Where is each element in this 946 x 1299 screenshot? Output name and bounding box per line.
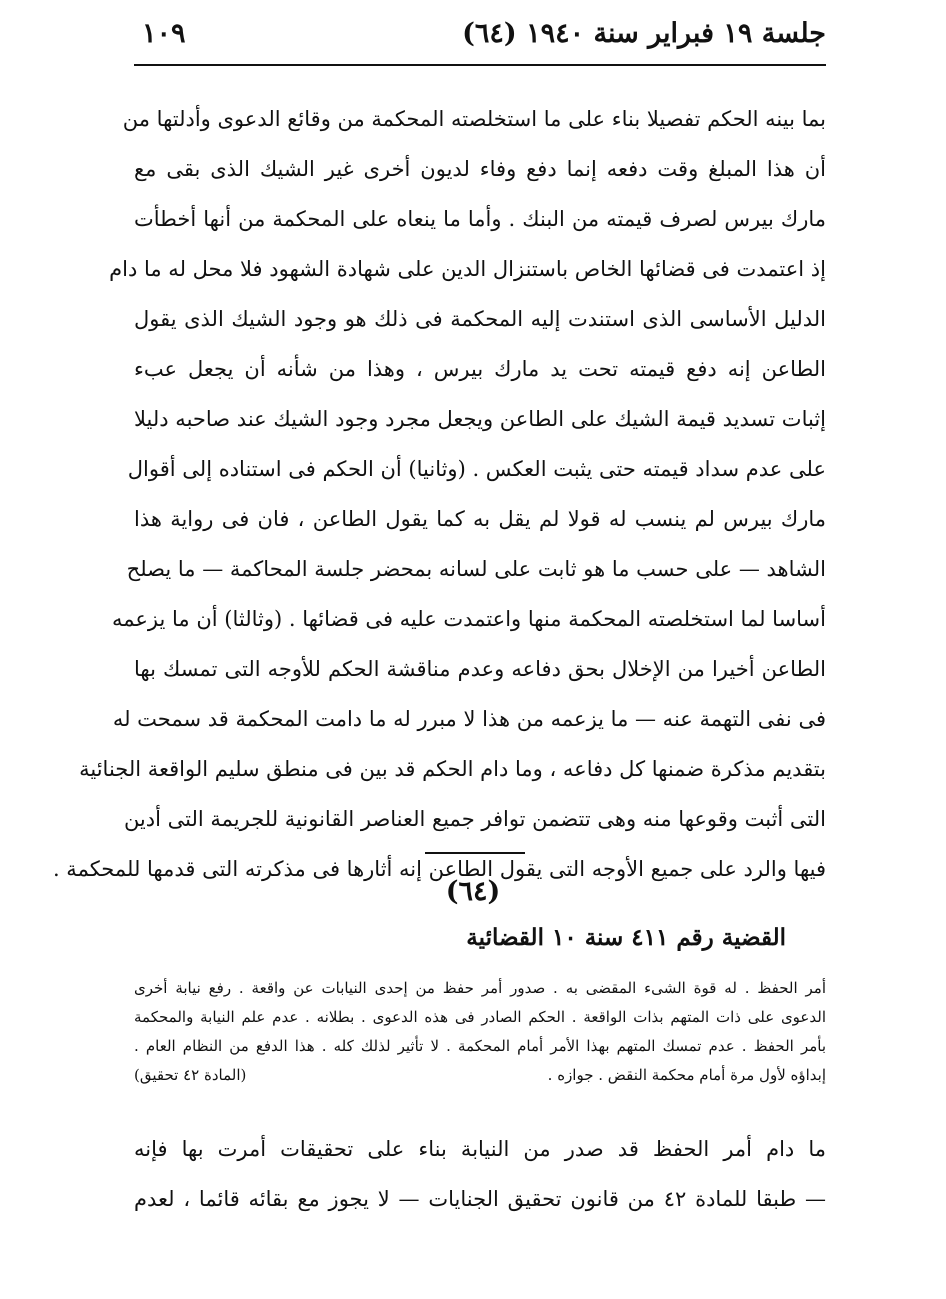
body-line: إذ اعتمدت فى قضائها الخاص باستنزال الدين على شهادة الشهود فلا محل له ما دام (109, 257, 826, 281)
body-line: الطاعن إنه دفع قيمته تحت يد مارك بيرس ، وهذا من شأنه أن يجعل عبء (134, 357, 826, 381)
legal-summary (134, 974, 826, 1090)
body-line: الدليل الأساسى الذى استندت إليه المحكمة فى ذلك هو وجود الشيك الذى يقول (134, 307, 826, 331)
body-line: مارك بيرس لصرف قيمته من البنك . وأما ما ينعاه على المحكمة من أنها أخطأت (134, 207, 826, 231)
body-line: الشاهد — على حسب ما هو ثابت على لسانه بمحضر جلسة المحاكمة — ما يصلح (126, 557, 826, 581)
body-line: على عدم سداد قيمته حتى يثبت العكس . (وثانيا) أن الحكم فى استناده إلى أقوال (127, 457, 826, 481)
body-line: أن هذا المبلغ وقت دفعه إنما دفع وفاء لديون أخرى غير الشيك الذى بقى مع (134, 157, 826, 181)
page-number: ١٠٩ (142, 18, 186, 49)
body-line: فيها والرد على جميع الأوجه التى يقول الطاعن إنه أثارها فى مذكرته التى قدمها للمحكمة . (52, 857, 826, 881)
article-reference: (المادة ٤٢ تحقيق) (134, 1066, 247, 1084)
section-divider (425, 852, 525, 854)
ruling-line: ما دام أمر الحفظ قد صدر من النيابة بناء على تحقيقات أمرت بها فإنه (134, 1137, 826, 1161)
case-number: (٦٤) (445, 876, 501, 907)
ruling-line: — طبقا للمادة ٤٢ من قانون تحقيق الجنايات — لا يجوز مع بقائه قائما ، لعدم (134, 1187, 826, 1211)
body-line: مارك بيرس لم ينسب له قولا لم يقل به كما يقول الطاعن ، فان فى رواية هذا (134, 507, 826, 531)
summary-line: بأمر الحفظ . عدم تمسك المتهم بهذا الأمر أمام المحكمة . لا تأثير لذلك كله . هذا الدفع من النظام العام . (134, 1037, 826, 1055)
page-header (134, 12, 826, 66)
body-line: الطاعن أخيرا من الإخلال بحق دفاعه وعدم مناقشة الحكم للأوجه التى تمسك بها (134, 657, 826, 681)
body-line: التى أثبت وقوعها منه وهى تتضمن توافر جميع العناصر القانونية للجريمة التى أدين (123, 807, 826, 831)
body-line: فى نفى التهمة عنه — ما يزعمه من هذا لا مبرر له ما دامت المحكمة قد سمحت له (112, 707, 826, 731)
body-line: إثبات تسديد قيمة الشيك على الطاعن ويجعل مجرد وجود الشيك عند صاحبه دليلا (134, 407, 826, 431)
case-title: القضية رقم ٤١١ سنة ١٠ القضائية (466, 924, 786, 951)
body-line: أساسا لما استخلصته المحكمة منها واعتمدت عليه فى قضائها . (وثالثا) أن ما يزعمه (111, 607, 826, 631)
summary-last-line (134, 1061, 826, 1090)
ruling-text (134, 1124, 826, 1224)
summary-line: الدعوى على ذات المتهم بذات الواقعة . الحكم الصادر فى هذه الدعوى . بطلانه . عدم علم النيابة والمحكمة (134, 1008, 826, 1026)
running-title: جلسة ١٩ فبراير سنة ١٩٤٠ (٦٤) (462, 18, 826, 49)
judgment-body (52, 94, 826, 894)
summary-line: أمر الحفظ . له قوة الشىء المقضى به . صدور أمر حفظ من إحدى النيابات عن واقعة . رفع نيابة أخرى (134, 979, 826, 997)
body-line: بما بينه الحكم تفصيلا بناء على ما استخلصته المحكمة من وقائع الدعوى وأدلتها من (122, 107, 826, 131)
summary-line: إبداؤه لأول مرة أمام محكمة النقض . جوازه . (547, 1066, 826, 1084)
body-line: بتقديم مذكرة ضمنها كل دفاعه ، وما دام الحكم قد بين فى منطق سليم الواقعة الجنائية (79, 757, 826, 781)
